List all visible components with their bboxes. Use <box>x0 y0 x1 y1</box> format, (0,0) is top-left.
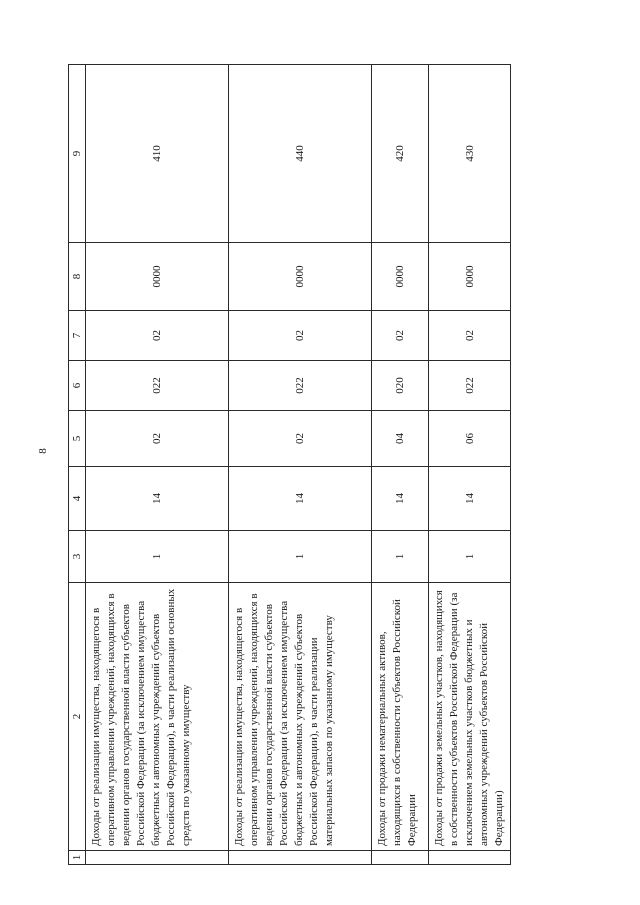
code-cell: 14 <box>372 467 429 531</box>
code-cell: 14 <box>429 467 511 531</box>
row-index-cell <box>372 851 429 865</box>
header-cell: 6 <box>69 361 86 411</box>
code-cell: 440 <box>229 65 372 243</box>
header-cell: 5 <box>69 411 86 467</box>
header-cell: 2 <box>69 583 86 851</box>
header-cell: 4 <box>69 467 86 531</box>
description-cell: Доходы от продажи нематериальных активов, находящихся в собственности субъектов Российской Федерации <box>372 583 429 851</box>
header-row <box>69 65 86 865</box>
code-cell: 02 <box>429 311 511 361</box>
income-codes-table <box>68 64 511 865</box>
table-row <box>86 65 229 865</box>
code-cell: 04 <box>372 411 429 467</box>
row-index-cell <box>429 851 511 865</box>
header-cell: 1 <box>69 851 86 865</box>
code-cell: 02 <box>229 411 372 467</box>
table-row <box>429 65 511 865</box>
table-row <box>372 65 429 865</box>
code-cell: 1 <box>86 531 229 583</box>
code-cell: 0000 <box>229 243 372 311</box>
code-cell: 022 <box>429 361 511 411</box>
row-index-cell <box>86 851 229 865</box>
code-cell: 430 <box>429 65 511 243</box>
code-cell: 14 <box>86 467 229 531</box>
code-cell: 02 <box>86 411 229 467</box>
code-cell: 14 <box>229 467 372 531</box>
code-cell: 1 <box>372 531 429 583</box>
code-cell: 022 <box>86 361 229 411</box>
code-cell: 420 <box>372 65 429 243</box>
header-cell: 7 <box>69 311 86 361</box>
code-cell: 1 <box>429 531 511 583</box>
header-cell: 8 <box>69 243 86 311</box>
header-cell: 9 <box>69 65 86 243</box>
code-cell: 0000 <box>429 243 511 311</box>
header-cell: 3 <box>69 531 86 583</box>
code-cell: 020 <box>372 361 429 411</box>
description-cell: Доходы от реализации имущества, находящегося в оперативном управлении учреждений, находящихся в ведении органов государственной власти субъектов Российской Федерации (за исключением имущества бюджетных и автономных учреждений субъектов Российской Федерации), в части реализации основных средств по указанному имуществу <box>86 583 229 851</box>
code-cell: 06 <box>429 411 511 467</box>
description-cell: Доходы от реализации имущества, находящегося в оперативном управлении учреждений, находящихся в ведении органов государственной власти субъектов Российской Федерации (за исключением имущества бюджетных и автономных учреждений субъектов Российской Федерации), в части реализации материальных запасов по указанному имуществу <box>229 583 372 851</box>
code-cell: 0000 <box>372 243 429 311</box>
code-cell: 022 <box>229 361 372 411</box>
row-index-cell <box>229 851 372 865</box>
code-cell: 02 <box>229 311 372 361</box>
code-cell: 0000 <box>86 243 229 311</box>
table-row <box>229 65 372 865</box>
code-cell: 02 <box>86 311 229 361</box>
page-number: 8 <box>37 448 49 454</box>
code-cell: 410 <box>86 65 229 243</box>
code-cell: 1 <box>229 531 372 583</box>
rotated-table-container <box>68 65 505 865</box>
description-cell: Доходы от продажи земельных участков, находящихся в собственности субъектов Российской Федерации (за исключением земельных участков бюджетных и автономных учреждений субъектов Российской Федерации) <box>429 583 511 851</box>
code-cell: 02 <box>372 311 429 361</box>
